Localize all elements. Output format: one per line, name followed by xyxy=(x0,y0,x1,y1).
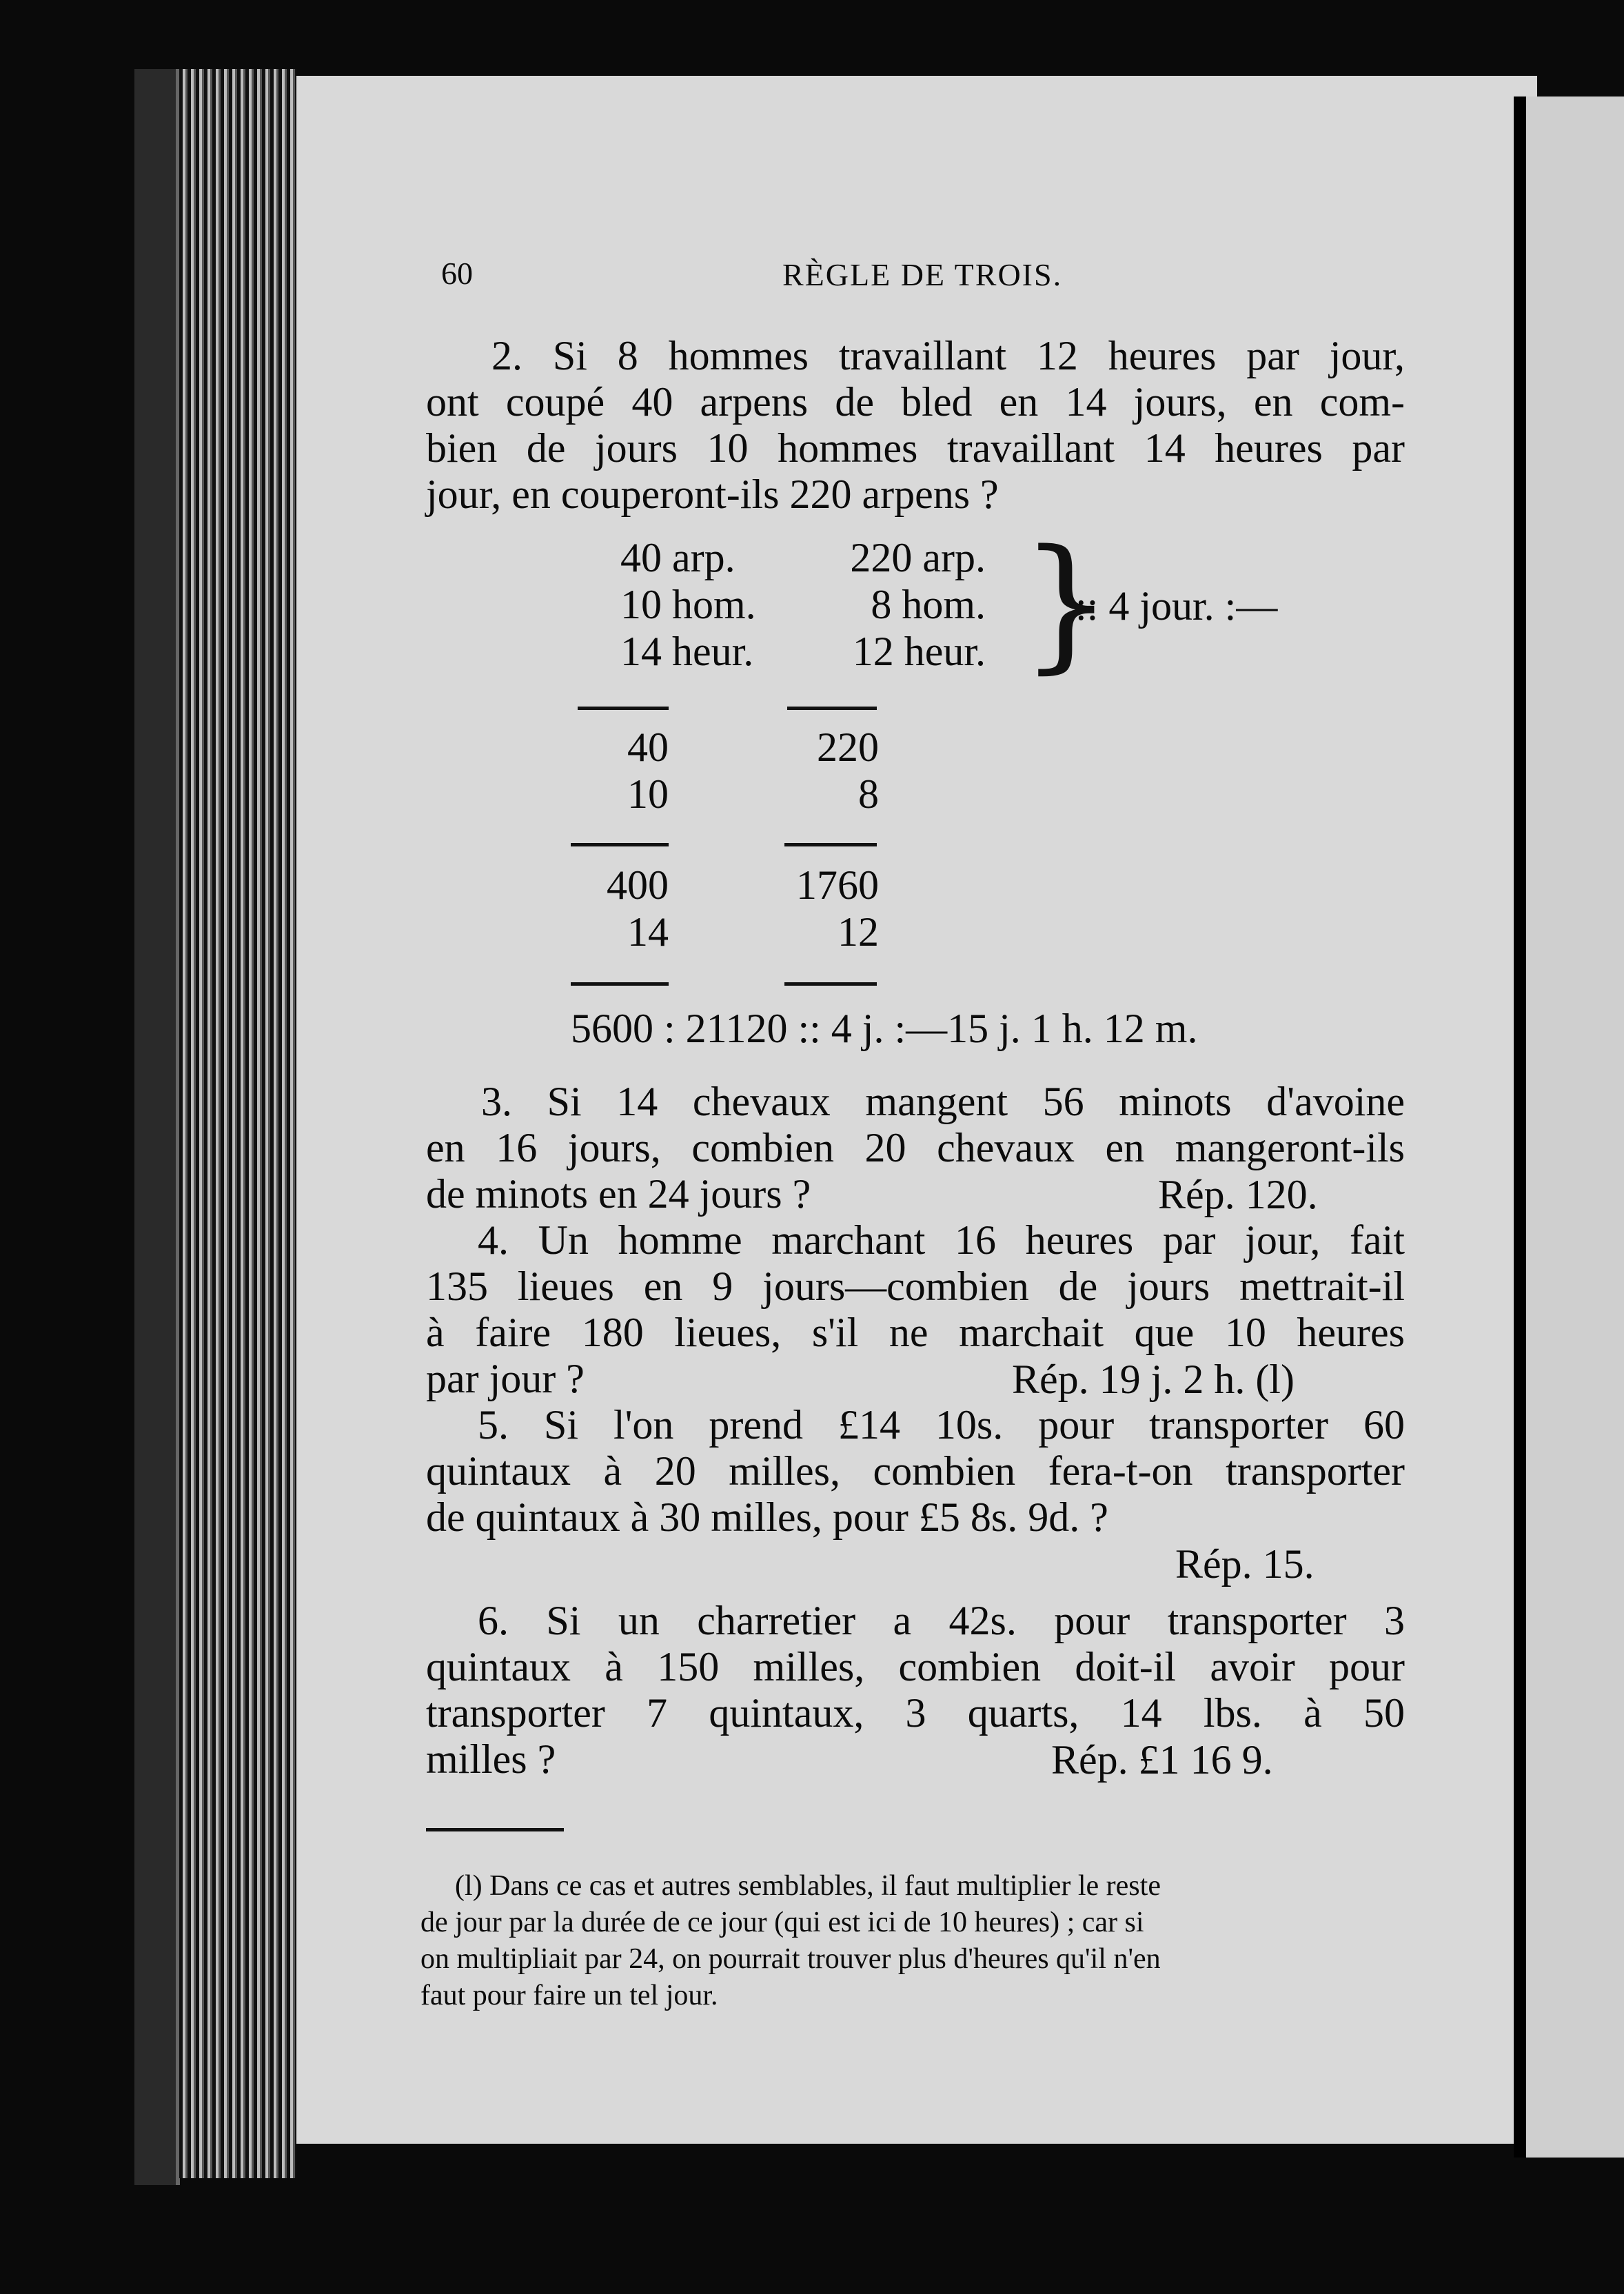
problem-2-text xyxy=(426,333,1405,518)
footnote-line: (l) Dans ce cas et autres semblables, il faut multiplier le reste xyxy=(455,1870,1161,1902)
setup-right-3: 12 heur. xyxy=(852,629,986,674)
text-line: 135 lieues en 9 jours—combien de jours mettrait-il xyxy=(426,1263,1405,1309)
step1-left-2: 10 xyxy=(627,771,669,817)
text-line: 4. Un homme marchant 16 heures par jour, fait xyxy=(478,1217,1405,1263)
problem-3-answer: Rép. 120. xyxy=(1158,1172,1318,1217)
step1-left-1: 40 xyxy=(627,724,669,770)
rule xyxy=(578,707,669,710)
text-line: jour, en couperont-ils 220 arpens ? xyxy=(426,471,999,517)
problem-6-answer: Rép. £1 16 9. xyxy=(1051,1737,1273,1783)
setup-term: :: 4 jour. :— xyxy=(1075,583,1278,629)
text-line: quintaux à 150 milles, combien doit-il avoir pour xyxy=(426,1644,1405,1689)
text-line: 6. Si un charretier a 42s. pour transporter 3 xyxy=(478,1598,1405,1643)
rule xyxy=(571,843,669,846)
step1-right-1: 220 xyxy=(817,724,879,770)
step2-left-1: 400 xyxy=(607,862,669,908)
setup-left-2: 10 hom. xyxy=(620,582,756,627)
problem-5-text xyxy=(426,1402,1405,1541)
problem-4-answer: Rép. 19 j. 2 h. (l) xyxy=(1012,1357,1295,1402)
text-line: 2. Si 8 hommes travaillant 12 heures par jour, xyxy=(491,333,1405,378)
text-line: quintaux à 20 milles, combien fera-t-on transporter xyxy=(426,1448,1405,1494)
footnote-line: faut pour faire un tel jour. xyxy=(420,1980,718,2011)
setup-right-2: 8 hom. xyxy=(871,582,986,627)
step1-right-2: 8 xyxy=(858,771,879,817)
gutter-shadow xyxy=(1514,97,1526,2158)
page-number: 60 xyxy=(441,256,473,291)
footnote-line: on multipliait par 24, on pourrait trouver plus d'heures qu'il n'en xyxy=(420,1943,1161,1975)
text-line: par jour ? xyxy=(426,1356,585,1401)
running-title: RÈGLE DE TROIS. xyxy=(782,257,1063,292)
rule xyxy=(571,982,669,986)
text-line: à faire 180 lieues, s'il ne marchait que 10 heures xyxy=(426,1310,1405,1355)
right-brace: } xyxy=(1020,518,1113,687)
step2-left-2: 14 xyxy=(627,909,669,955)
text-line: de quintaux à 30 milles, pour £5 8s. 9d. ? xyxy=(426,1494,1108,1540)
text-line: bien de jours 10 hommes travaillant 14 heures par xyxy=(426,425,1405,471)
text-line: de minots en 24 jours ? xyxy=(426,1171,811,1217)
footnote-rule xyxy=(426,1828,564,1831)
text-line: en 16 jours, combien 20 chevaux en mangeront-ils xyxy=(426,1125,1405,1170)
text-line: 3. Si 14 chevaux mangent 56 minots d'avoine xyxy=(481,1079,1405,1124)
text-line: 5. Si l'on prend £14 10s. pour transporter 60 xyxy=(478,1402,1405,1448)
rule xyxy=(784,982,877,986)
book-spine xyxy=(134,69,180,2185)
adjacent-page-edge xyxy=(1526,97,1624,2158)
step2-right-2: 12 xyxy=(838,909,879,955)
text-line: transporter 7 quintaux, 3 quarts, 14 lbs. à 50 xyxy=(426,1690,1405,1736)
text-line: milles ? xyxy=(426,1736,556,1782)
setup-left-1: 40 arp. xyxy=(620,535,735,580)
step2-right-1: 1760 xyxy=(796,862,879,908)
setup-left-3: 14 heur. xyxy=(620,629,754,674)
page-edges xyxy=(179,69,296,2178)
problem-5-answer: Rép. 15. xyxy=(1175,1541,1315,1587)
footnote xyxy=(420,1868,1399,2014)
rule xyxy=(784,843,877,846)
text-line: ont coupé 40 arpens de bled en 14 jours, en com- xyxy=(426,379,1405,425)
problem-2-result: 5600 : 21120 :: 4 j. :—15 j. 1 h. 12 m. xyxy=(571,1006,1198,1051)
rule xyxy=(787,707,877,710)
footnote-line: de jour par la durée de ce jour (qui est ici de 10 heures) ; car si xyxy=(420,1907,1144,1938)
setup-right-1: 220 arp. xyxy=(850,535,986,580)
